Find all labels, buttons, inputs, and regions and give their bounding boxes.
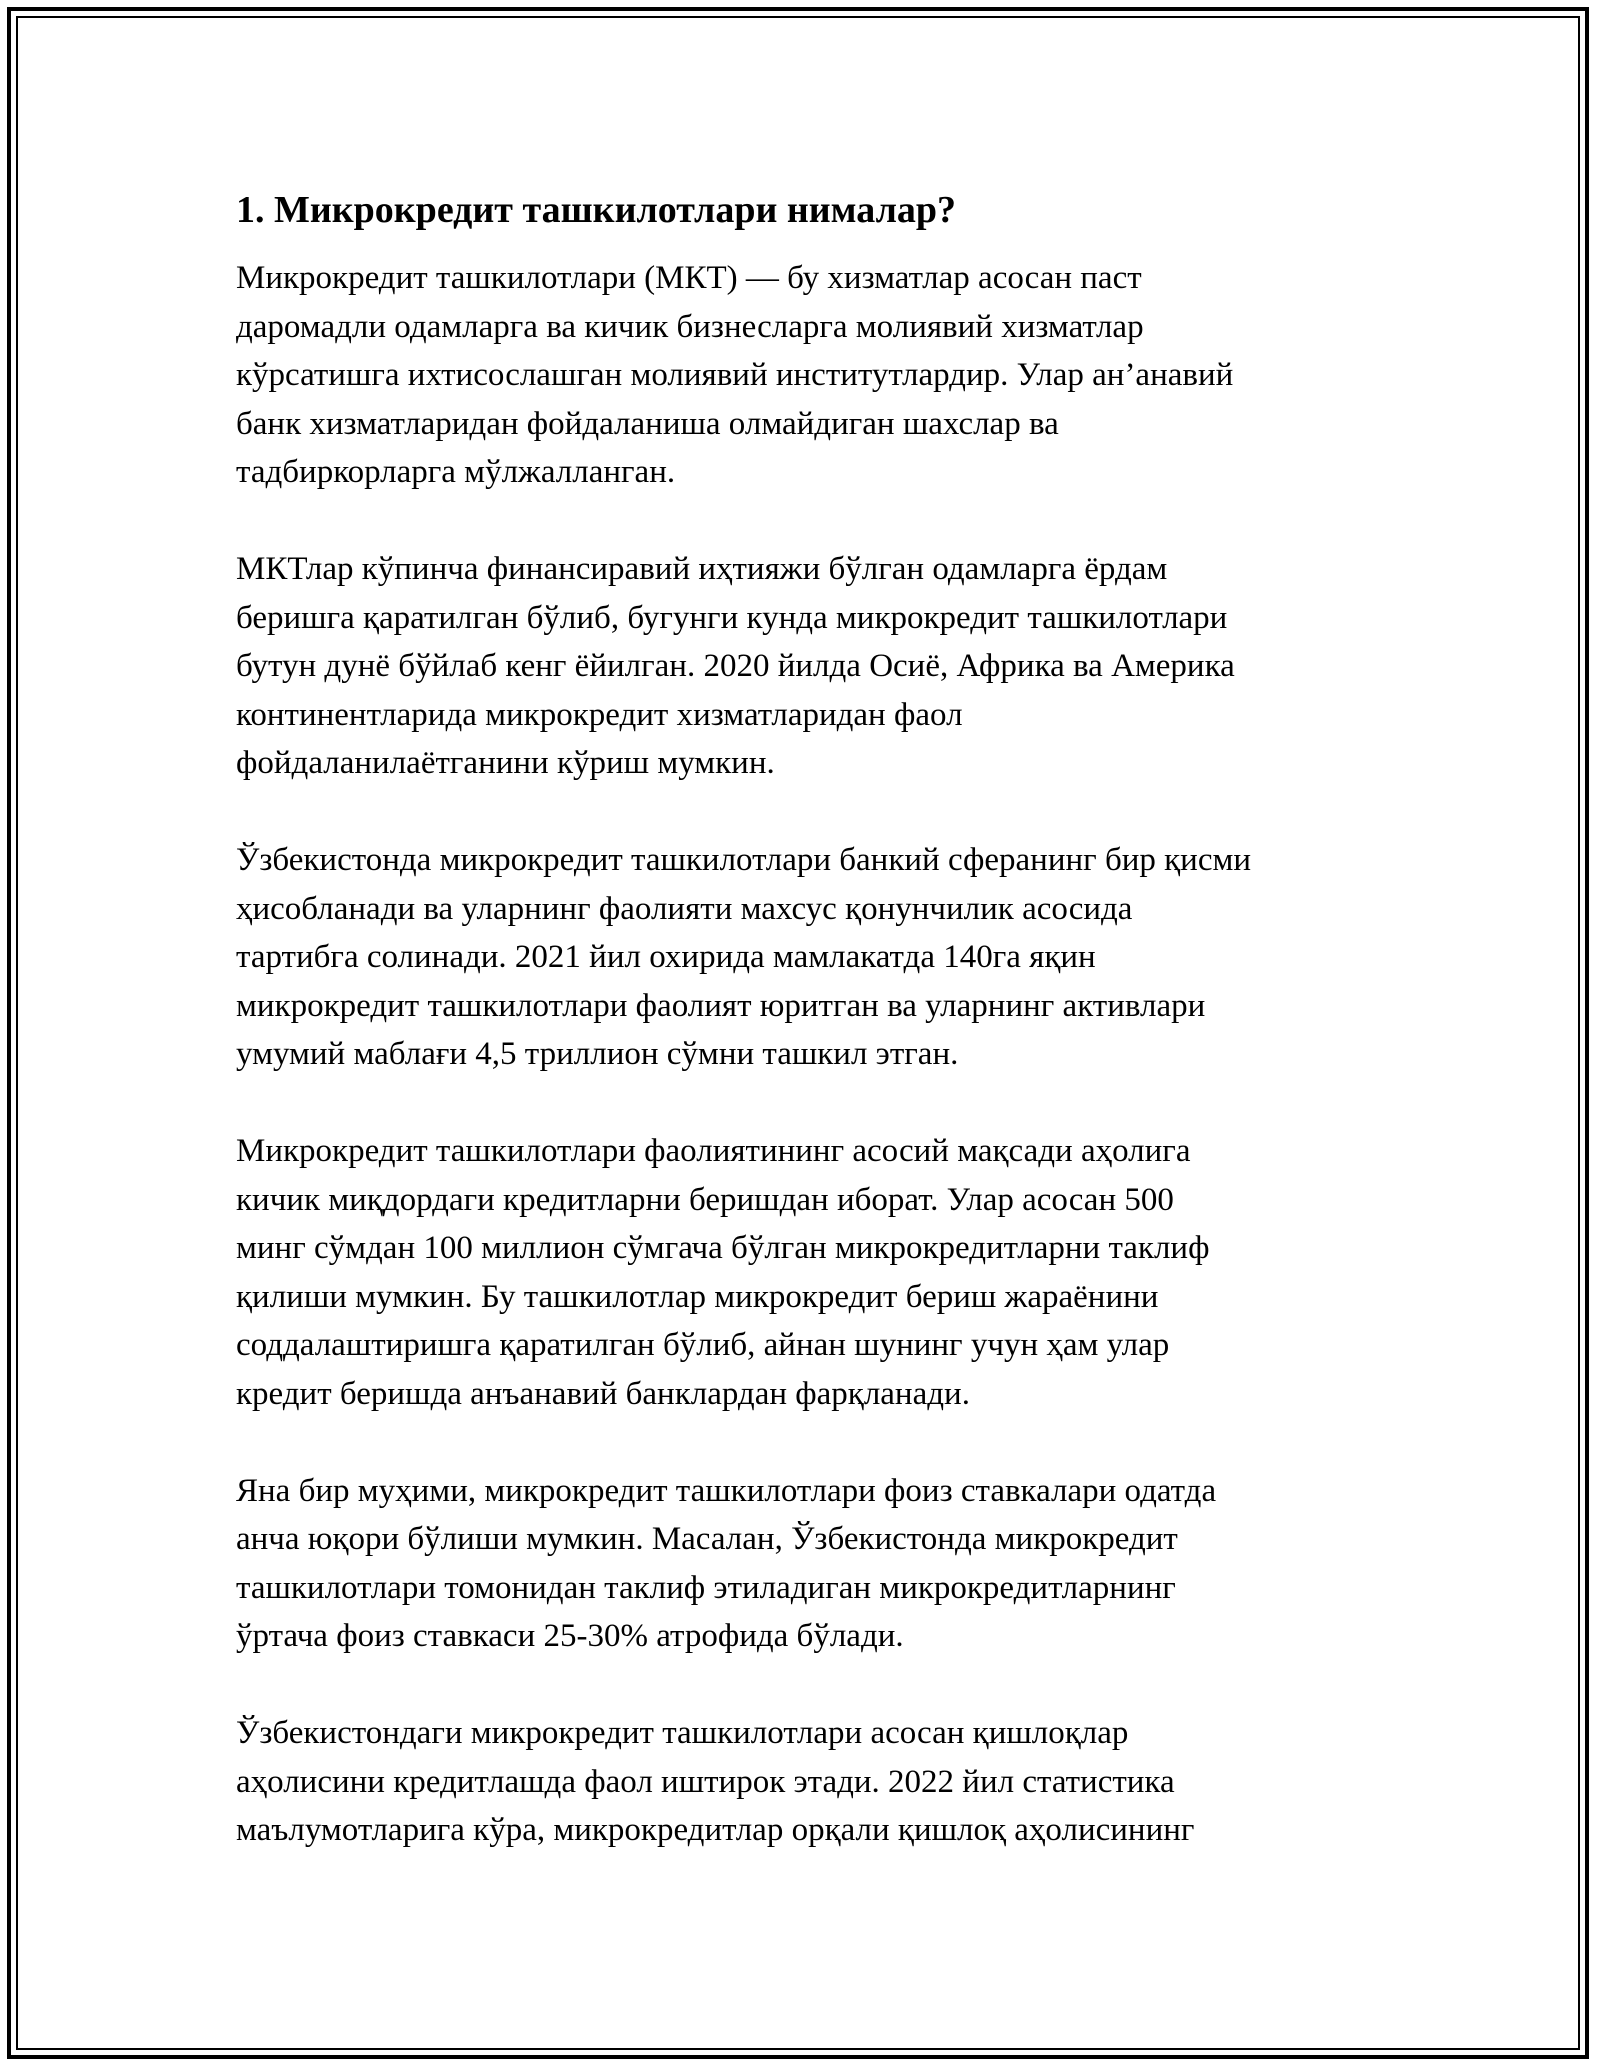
paragraph-3: Ўзбекистонда микрокредит ташкилотлари банкий сферанинг бир қисми ҳисобланади ва уларнинг фаолияти махсус қонунчилик асосида тартибга солинади. 2021 йил охирида мамлакатда 140га яқин микрокредит ташкилотлари фаолият юритган ва уларнинг активлари умумий маблағи 4,5 триллион сўмни ташкил этган. [236, 842, 1252, 1072]
paragraph-4: Микрокредит ташкилотлари фаолиятининг асосий мақсади аҳолига кичик миқдордаги кредитларни беришдан иборат. Улар асосан 500 минг сўмдан 100 миллион сўмгача бўлган микрокредитларни таклиф қилиши мумкин. Бу ташкилотлар микрокредит бериш жараёнини соддалаштиришга қаратилган бўлиб, айнан шунинг учун ҳам улар кредит беришда анъанавий банклардан фарқланади. [236, 1133, 1210, 1412]
paragraph-2: МКТлар кўпинча финансиравий иҳтияжи бўлган одамларга ёрдам беришга қаратилган бўлиб, бугунги кунда микрокредит ташкилотлари бутун дунё бўйлаб кенг ёйилган. 2020 йилда Осиё, Африка ва Америка континентларида микрокредит хизматларидан фаол фойдаланилаётганини кўриш мумкин. [236, 551, 1235, 781]
paragraph-5: Яна бир муҳими, микрокредит ташкилотлари фоиз ставкалари одатда анча юқори бўлиши мумкин. Масалан, Ўзбекистонда микрокредит ташкилотлари томонидан таклиф этиладиган микрокредитларнинг ўртача фоиз ставкаси 25-30% атрофида бўлади. [236, 1472, 1217, 1654]
paragraph-1: Микрокредит ташкилотлари (МКТ) — бу хизматлар асосан паст даромадли одамларга ва кичик бизнесларга молиявий хизматлар кўрсатишга ихтисослашган молиявий институтлардир. Улар ан’анавий банк хизматларидан фойдаланиша олмайдиган шахслар ва тадбиркорларга мўлжалланган. [236, 260, 1234, 490]
section-heading: 1. Микрокредит ташкилотлари нималар? [236, 189, 957, 231]
document-body [236, 186, 1366, 1903]
paragraph-6: Ўзбекистондаги микрокредит ташкилотлари асосан қишлоқлар аҳолисини кредитлашда фаол иштирок этади. 2022 йил статистика маълумотларига кўра, микрокредитлар орқали қишлоқ аҳолисининг [236, 1715, 1195, 1848]
